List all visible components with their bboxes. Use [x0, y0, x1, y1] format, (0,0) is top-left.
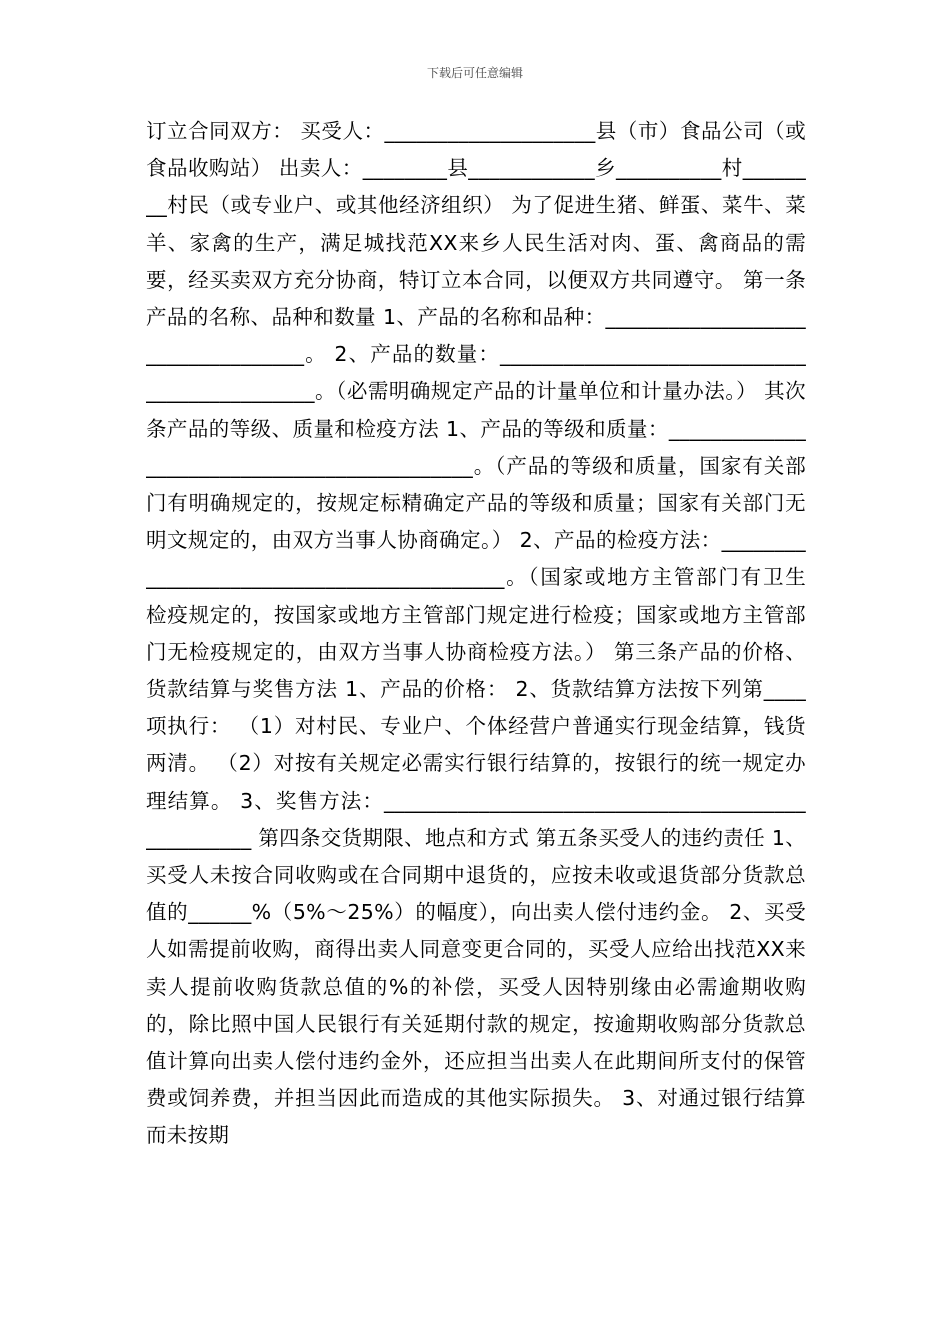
page-header: 下载后可任意编辑 [426, 66, 523, 80]
contract-body-text: 订立合同双方： 买受人：____________________县（市）食品公司（或食品收购站） 出卖人：________县____________乡__________村________村民（或专业户、或其他经济组织） 为了促进生猪、鲜蛋、菜牛、菜羊、家禽的生产，满足城找范XX来乡人民生活对肉、蛋、禽商品的需要，经买卖双方充分协商，特订立本合同，以便双方共同遵守。 第一条产品的名称、品种和数量 1、产品的名称和品种：__________________________________。 2、产品的数量：_____________________________________________。（必需明确规定产品的计量单位和计量办法。） 其次条产品的等级、质量和检疫方法 1、产品的等级和质量：____________________________________________。（产品的等级和质量，国家有关部门有明确规定的，按规定标精确定产品的等级和质量；国家有关部门无明文规定的，由双方当事人协商确定。） 2、产品的检疫方法：__________________________________________。（国家或地方主管部门有卫生检疫规定的，按国家或地方主管部门规定进行检疫；国家或地方主管部门无检疫规定的，由双方当事人协商检疫方法。） 第三条产品的价格、货款结算与奖售方法 1、产品的价格： 2、货款结算方法按下列第____项执行： （1）对村民、专业户、个体经营户普通实行现金结算，钱货两清。 （2）对按有关规定必需实行银行结算的，按银行的统一规定办理结算。 3、奖售方法：__________________________________________________ 第四条交货期限、地点和方式 第五条买受人的违约责任 1、买受人未按合同收购或在合同期中退货的，应按未收或退货部分货款总值的______%（5%～25%）的幅度），向出卖人偿付违约金。 2、买受人如需提前收购，商得出卖人同意变更合同的，买受人应给出找范XX来卖人提前收购货款总值的%的补偿，买受人因特别缘由必需逾期收购的，除比照中国人民银行有关延期付款的规定，按逾期收购部分货款总值计算向出卖人偿付违约金外，还应担当出卖人在此期间所支付的保管费或饲养费，并担当因此而造成的其他实际损失。 3、对通过银行结算而未按期 [146, 119, 806, 1148]
